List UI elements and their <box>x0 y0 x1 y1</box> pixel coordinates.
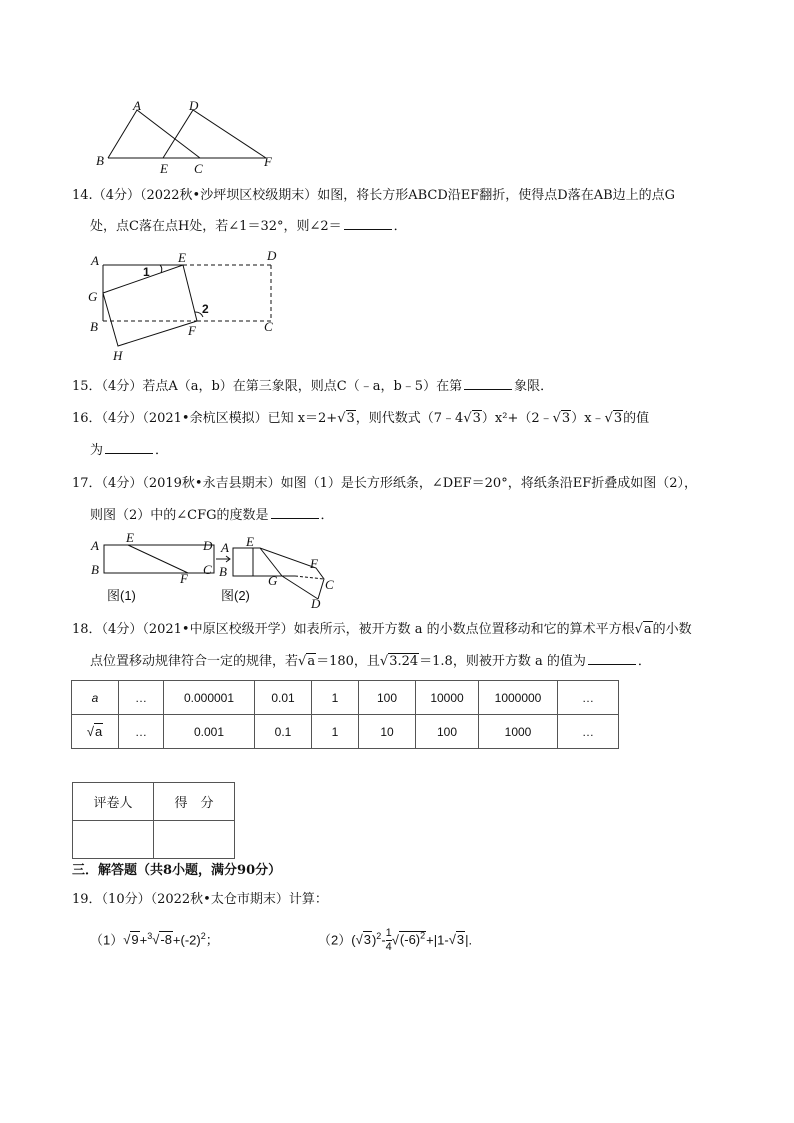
figure-q14 <box>85 250 285 362</box>
q18-radical-a2: √a <box>298 654 316 669</box>
q19-fraction: $\frac{1}{4}$ <box>385 927 392 954</box>
table-cell: 100 <box>359 681 416 715</box>
q18-end: ． <box>637 654 651 669</box>
fig17a-label-e: E <box>126 530 134 545</box>
q18-radical-b: √3.24 <box>379 654 419 669</box>
fig17a-label-a: A <box>91 538 99 553</box>
q18-text1b: 的小数 <box>652 622 692 637</box>
fig13-label-b: B <box>96 153 104 168</box>
table-cell: 1000000 <box>479 681 558 715</box>
table-cell: 100 <box>416 715 479 749</box>
q18-table <box>71 680 619 749</box>
q19-paren-open: ( <box>351 932 356 948</box>
fig14-label-g: G <box>88 289 98 304</box>
q19-abs-close: |. <box>465 932 473 948</box>
table-cell: … <box>119 681 164 715</box>
score-box <box>72 782 235 859</box>
q18-line1 <box>72 620 692 640</box>
table-cell: … <box>119 715 164 749</box>
table-radical-a: √a <box>86 724 103 739</box>
q15-line <box>72 377 553 397</box>
fig13-label-e: E <box>160 161 168 176</box>
fig17b-label-e: E <box>246 534 254 549</box>
table-row <box>72 681 619 715</box>
q19-part1-tail: +(-2) <box>172 932 201 948</box>
fig13-label-d: D <box>189 98 199 113</box>
q16-radical-4: √3 <box>604 411 623 426</box>
q14-line1 <box>72 186 675 206</box>
fig13-label-c: C <box>194 161 203 176</box>
fig17a-caption: 图(1) <box>107 588 136 603</box>
q16-text-e: 的值 <box>623 411 650 426</box>
q18-text2c: ＝1.8，则被开方数 a 的值为 <box>419 654 586 669</box>
q14-line2 <box>90 217 407 237</box>
q16-radical-1: √3 <box>337 411 355 426</box>
table-cell: a <box>72 681 119 715</box>
fig17b-label-c: C <box>325 577 334 592</box>
q16-text-b: ，则代数式（7﹣4 <box>355 411 464 426</box>
fig14-label-e: E <box>178 250 186 265</box>
q17-text1: 17．（4分）（2019秋•永吉县期末）如图（1）是长方形纸条，∠DEF＝20°，将纸条沿EF折叠成如图（2）， <box>72 476 697 491</box>
figure-q13 <box>90 98 280 176</box>
table-cell: … <box>558 681 619 715</box>
q17-line1 <box>72 474 697 494</box>
table-cell: 1 <box>312 681 359 715</box>
fig14-label-a: A <box>91 253 99 268</box>
q19-text: 19．（10分）（2022秋•太仓市期末）计算： <box>72 892 328 907</box>
q19-paren-close: ) <box>371 932 377 948</box>
fig14-angle-1: 1 <box>143 265 150 279</box>
q18-radical-a: √a <box>634 622 652 637</box>
q19-cube-index: 3 <box>147 931 153 941</box>
q19-abs-open: +|1- <box>426 932 449 948</box>
table-cell: 0.1 <box>255 715 312 749</box>
q16-answer-blank[interactable] <box>105 453 153 454</box>
fig13-label-a: A <box>133 98 141 113</box>
q14-score: （4分） <box>92 188 140 203</box>
q14-text1: 如图，将长方形ABCD沿EF翻折，使得点D落在AB边上的点G <box>317 188 676 203</box>
fig14-label-d: D <box>267 248 277 263</box>
fig14-label-c: C <box>264 319 273 334</box>
table-cell: … <box>558 715 619 749</box>
fig14-label-h: H <box>113 348 123 363</box>
q16-text-d: ）x﹣ <box>571 411 605 426</box>
table-cell: 0.01 <box>255 681 312 715</box>
q19-minus: - <box>381 932 386 948</box>
fig17b-caption: 图(2) <box>221 588 250 603</box>
q16-radical-2: √3 <box>463 411 481 426</box>
q15-answer-blank[interactable] <box>464 389 512 390</box>
table-cell: 1 <box>312 715 359 749</box>
q14-number: 14. <box>72 188 93 203</box>
fig13-label-f: F <box>264 154 272 169</box>
q16-end: ． <box>155 443 169 458</box>
q19-radical-neg8: √-8 <box>152 932 172 948</box>
q14-source: （2022秋•沙坪坝区校级期末） <box>139 188 318 203</box>
fig17b-label-d: D <box>311 596 321 611</box>
q18-text2b: ＝180，且 <box>316 654 380 669</box>
q14-answer-blank[interactable] <box>344 229 392 230</box>
score-box-score-field[interactable] <box>154 821 235 859</box>
q16-line2 <box>90 441 168 461</box>
q17-line2 <box>90 506 334 526</box>
q19-line1 <box>72 890 328 910</box>
q15-text: 15．（4分）若点A（a，b）在第三象限，则点C（﹣a，b﹣5）在第 <box>72 379 463 394</box>
table-cell: 0.000001 <box>164 681 255 715</box>
q18-text2: 点位置移动规律符合一定的规律，若 <box>90 654 299 669</box>
fig17a-label-d: D <box>203 538 213 553</box>
table-cell: 1000 <box>479 715 558 749</box>
q19-radical-9: √9 <box>123 932 139 948</box>
fig14-label-f: F <box>188 323 196 338</box>
q18-text1: 18．（4分）（2021•中原区校级开学）如表所示，被开方数 a 的小数点位置移动和它的算术平方根 <box>72 622 635 637</box>
q16-text-line2: 为 <box>90 443 104 458</box>
table-cell: 10 <box>359 715 416 749</box>
fig17a-label-c: C <box>203 562 212 577</box>
q18-line2 <box>90 652 651 672</box>
q16-text-a: 16．（4分）（2021•余杭区模拟）已知 x＝2+ <box>72 411 338 426</box>
fig14-angle-2: 2 <box>202 302 209 316</box>
q19-part1-label: （1） <box>90 932 124 948</box>
q19-part2-exp: 2 <box>376 931 382 941</box>
q19-part1 <box>90 926 219 950</box>
q19-part2 <box>318 926 472 954</box>
table-row <box>72 715 619 749</box>
q16-line1 <box>72 409 649 429</box>
q14-end: ． <box>393 219 407 234</box>
fig14-label-b: B <box>90 319 98 334</box>
q17-answer-blank[interactable] <box>271 518 319 519</box>
fig17a-label-b: B <box>91 562 99 577</box>
table-cell: 0.001 <box>164 715 255 749</box>
score-box-reviewer-field[interactable] <box>73 821 154 859</box>
q19-radical-3b: √3 <box>448 932 465 948</box>
q14-text2: 处，点C落在点H处，若∠1＝32°，则∠2＝ <box>90 219 342 234</box>
table-cell: 10000 <box>416 681 479 715</box>
fig17a-label-f: F <box>180 571 188 586</box>
q18-answer-blank[interactable] <box>588 664 636 665</box>
table-cell <box>72 715 119 749</box>
section-3-heading: 三．解答题（共8小题，满分90分） <box>72 863 282 878</box>
fig17b-label-g: G <box>268 573 278 588</box>
fig17b-label-b: B <box>219 564 227 579</box>
q19-radical-3a: √3 <box>355 932 371 948</box>
q19-part1-exp: 2 <box>200 931 206 941</box>
fig17b-label-a: A <box>221 540 229 555</box>
q17-text2: 则图（2）中的∠CFG的度数是 <box>90 508 269 523</box>
fig17b-label-f: F <box>310 556 318 571</box>
q16-text-c: ）x²+（2﹣ <box>481 411 553 426</box>
score-box-score-label: 得 分 <box>154 783 235 821</box>
q17-end: ． <box>320 508 334 523</box>
score-box-reviewer-label: 评卷人 <box>73 783 154 821</box>
q15-end: 象限． <box>514 379 554 394</box>
q19-part2-label: （2） <box>318 932 352 948</box>
q19-plus: + <box>139 932 148 948</box>
q16-radical-3: √3 <box>552 411 571 426</box>
q19-radical-neg6sq: $√(-6)^2$ <box>391 931 426 948</box>
q19-part1-end: ； <box>205 932 219 948</box>
